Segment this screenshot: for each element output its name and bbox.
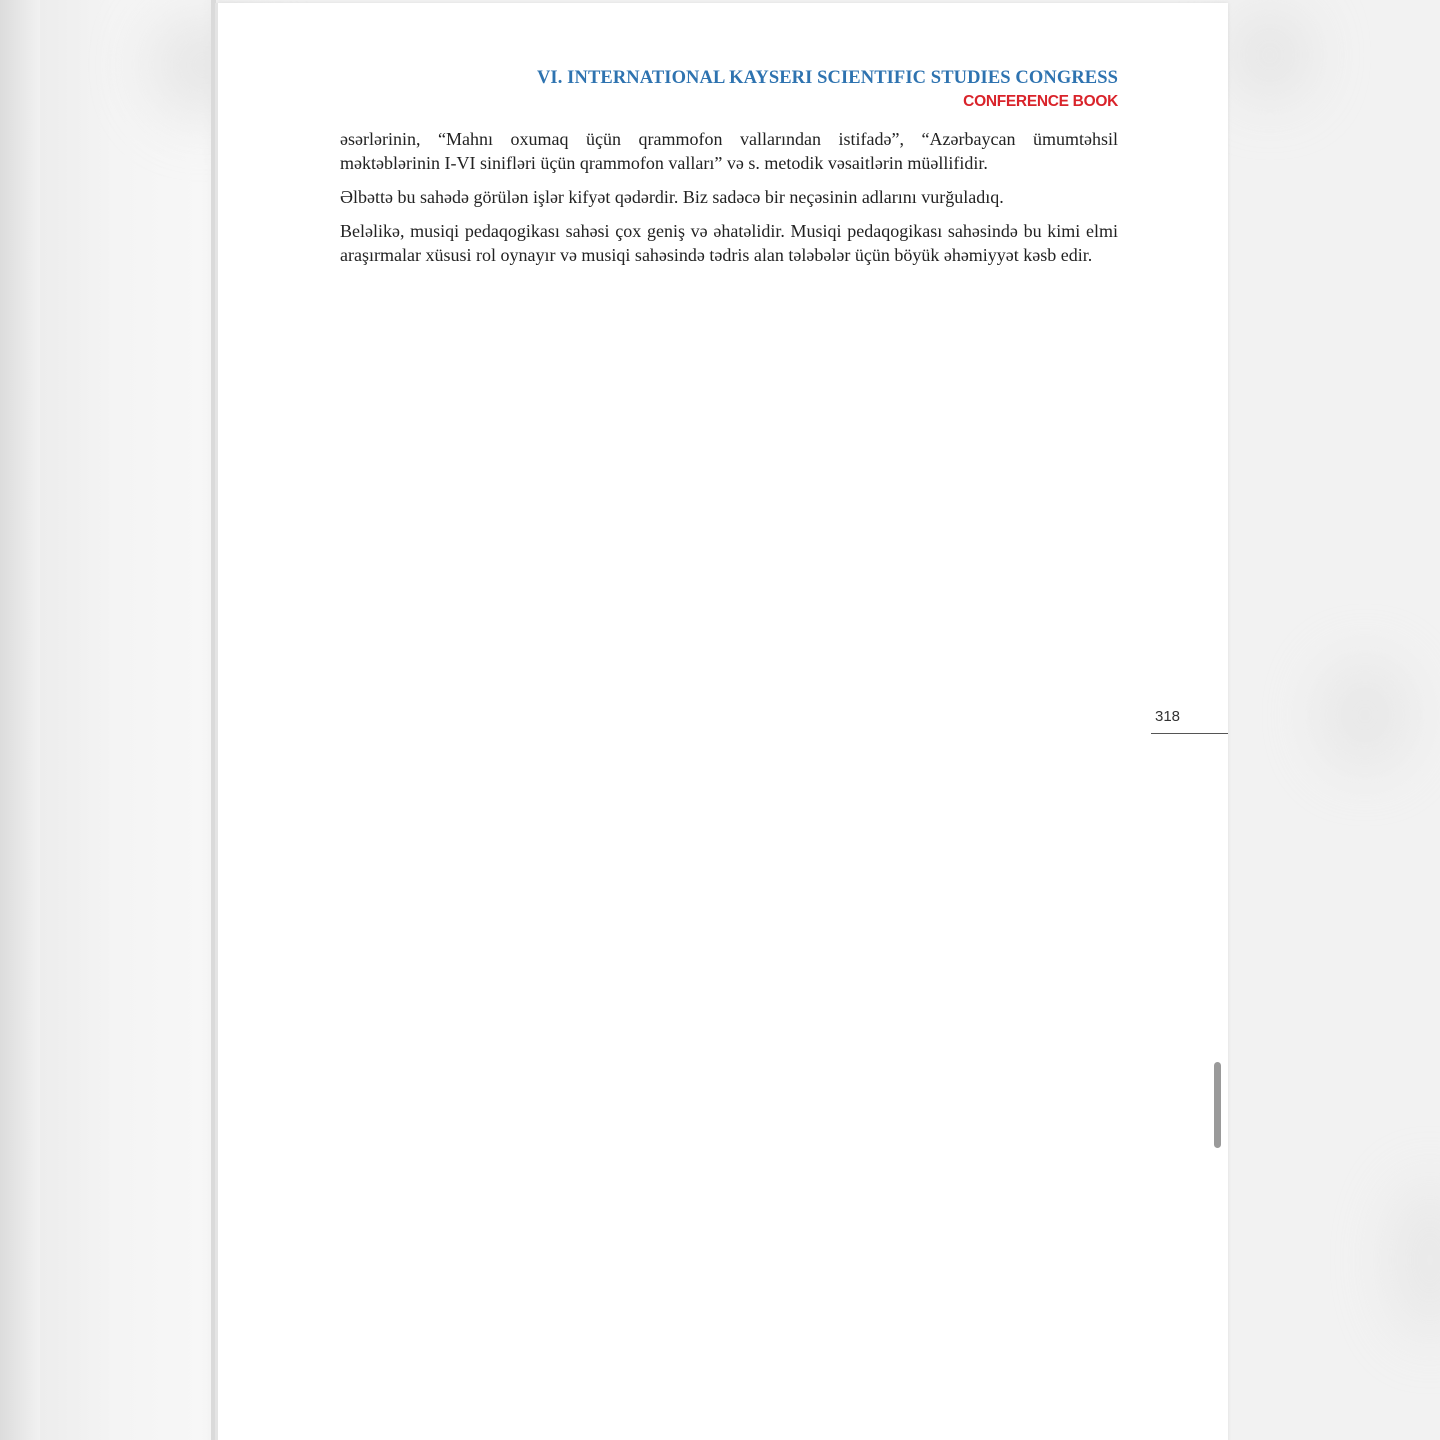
background-blur [1230,10,1310,100]
conference-book-label: CONFERENCE BOOK [963,93,1118,110]
body-paragraph: Əlbəttə bu sahədə görülən işlər kifyət qədərdir. Biz sadəcə bir neçəsinin adlarını vurğuladıq. [340,187,1004,207]
scrollbar-thumb[interactable] [1214,1062,1221,1148]
page-header [537,65,1118,113]
body-paragraph: əsərlərinin, “Mahnı oxumaq üçün qrammofon vallarından istifadə”, “Azərbaycan ümumtəhsil məktəblərinin I-VI sinifləri üçün qrammofon valları” və s. metodik vəsaitlərin müəllifidir. [340,129,1118,173]
page-body [340,127,1118,277]
page-number-underline [1151,733,1228,734]
page-number: 318 [1155,708,1181,725]
congress-title: VI. INTERNATIONAL KAYSERI SCIENTIFIC STUDIES CONGRESS [536,68,1118,88]
body-paragraph: Beləlikə, musiqi pedaqogikası sahəsi çox geniş və əhatəlidir. Musiqi pedaqogikası sahəsində bu kimi elmi araşırmalar xüsusi rol oynayır və musiqi sahəsində tədris alan tələbələr üçün böyük əhəmiyyət kəsb edir. [340,221,1118,265]
document-page [218,3,1228,1440]
background-blur [1320,660,1410,770]
background-blur [1390,1180,1440,1340]
page-edge-shadow [211,0,216,1440]
viewer-left-edge [0,0,40,1440]
